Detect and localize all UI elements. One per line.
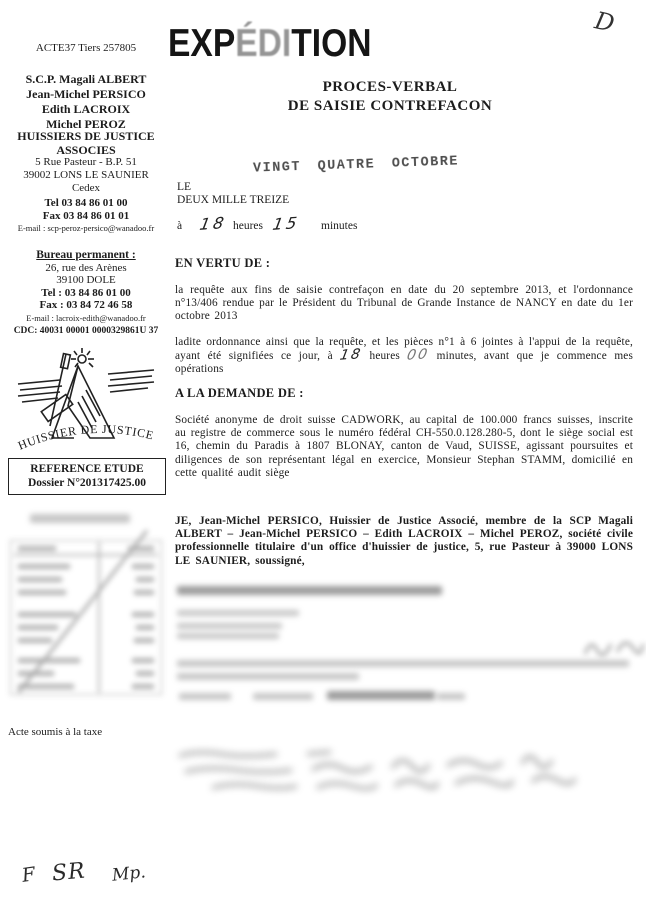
paragraph-text: heures <box>369 350 408 363</box>
redacted-cost-table <box>10 540 162 695</box>
expedition-stamp-text: TION <box>291 22 372 65</box>
bureau-email: E-mail : lacroix-edith@wanadoo.fr <box>26 312 146 323</box>
tax-note: Acte soumis à la taxe <box>8 726 103 738</box>
expedition-stamp <box>168 22 372 66</box>
address-line: Cedex <box>71 182 101 194</box>
redacted-table-title <box>30 514 130 523</box>
firm-name-line: Jean-Michel PERSICO <box>26 87 146 101</box>
initial-paraph: F <box>20 863 37 887</box>
bureau-address-line: 26, rue des Arènes <box>45 261 127 274</box>
initial-paraph: Mp. <box>111 862 147 886</box>
address-line: 39002 LONS LE SAUNIER <box>23 169 149 181</box>
office-title-line: ASSOCIES <box>56 143 116 157</box>
firm-name-line: Michel PEROZ <box>46 117 126 131</box>
office-address <box>0 156 172 195</box>
handwritten-minutes: 15 <box>271 213 302 234</box>
office-tel: Tel 03 84 86 01 00 <box>44 197 128 209</box>
paragraph-text: minutes, avant que je commence mes opérations <box>175 350 633 376</box>
huissier-de-justice-emblem <box>16 346 156 460</box>
redacted-segment <box>437 693 465 700</box>
redacted-heading <box>177 586 442 595</box>
bureau-fax: Fax : 03 84 72 46 58 <box>39 299 133 311</box>
redacted-line <box>177 633 279 639</box>
handwritten-initials <box>0 858 200 908</box>
handwritten-paraph-d: D <box>592 6 617 38</box>
office-contact <box>0 197 172 235</box>
date-stamp: VINGT QUATRE OCTOBRE <box>252 154 460 177</box>
initial-paraph: SR <box>50 858 87 887</box>
handwritten-minutes-inline: 00 <box>405 346 431 364</box>
title-line-2: DE SAISIE CONTREFACON <box>287 98 493 114</box>
title-line-1: PROCES-VERBAL <box>322 79 458 95</box>
firm-name-line: S.C.P. Magali ALBERT <box>25 72 147 86</box>
en-vertu-paragraph-2 <box>175 336 633 377</box>
office-title-line: HUISSIERS DE JUSTICE <box>17 129 155 143</box>
acte-reference: ACTE37 Tiers 257805 <box>35 42 137 54</box>
officer-paragraph: JE, Jean-Michel PERSICO, Huissier de Justice Associé, membre de la SCP Magali ALBERT – Jean-Michel PERSICO – Edith LACROIX – Michel PEROZ, société civile professionnelle titulaire d'un office d'huissier de justice, 5, rue Pasteur à 39000 LONS LE SAUNIER, soussigné, <box>175 515 633 567</box>
office-email: E-mail : scp-peroz-persico@wanadoo.fr <box>17 223 155 233</box>
firm-name-line: Edith LACROIX <box>41 102 131 116</box>
office-fax: Fax 03 84 86 01 01 <box>42 209 130 222</box>
hours-label: heures <box>233 220 264 232</box>
handwritten-hours-inline: 18 <box>338 346 364 364</box>
minutes-label: minutes <box>321 220 358 232</box>
paragraph-text: ladite ordonnance ainsi que la requête, et les pièces n°1 à 6 jointes à l'appui de la requête, ayant été signifiées ce jour, à <box>175 336 633 363</box>
demandeur-paragraph: Société anonyme de droit suisse CADWORK, au capital de 100.000 francs suisses, inscrite au registre de commerce sous le numéro fédéral CH-550.0.128.280-5, dont le siège social est 16, chemin du Paradis à 1807 BLONAY, canton de Vaud, SUISSE, agissant poursuites et diligences de son représentant légal en exercice, Monsieur Stephan STAMM, domicilié en cette qualité audit siège <box>175 414 633 479</box>
handwritten-hours: 18 <box>198 213 229 234</box>
redacted-segment <box>253 693 313 700</box>
en-vertu-paragraph-1: la requête aux fins de saisie contrefaçon en date du 20 septembre 2013, et l'ordonnance n°13/406 rendue par le Président du Tribunal de Grande Instance de NANCY en date du 1er octobre 2013 <box>175 284 633 323</box>
redacted-line <box>177 660 629 667</box>
svg-text:HUISSIER DE JUSTICE <box>16 422 156 453</box>
handwritten-signatures-blurred <box>167 742 597 806</box>
handwritten-annotation-blurred <box>581 634 645 660</box>
address-line: 5 Rue Pasteur - B.P. 51 <box>35 156 137 168</box>
bureau-tel: Tel : 03 84 86 01 00 <box>41 286 131 299</box>
bureau-address-line: 39100 DOLE <box>56 274 116 286</box>
redacted-line <box>177 623 282 629</box>
bureau-permanent-block <box>0 249 172 324</box>
firm-names <box>0 72 172 132</box>
time-line <box>177 214 577 238</box>
date-le: LE <box>177 181 192 193</box>
redacted-segment <box>179 693 231 700</box>
office-title <box>0 129 172 157</box>
time-prefix: à <box>177 220 183 232</box>
bureau-title: Bureau permanent : <box>36 249 136 261</box>
dossier-number: Dossier N°201317425.00 <box>27 477 147 489</box>
document-title <box>175 78 605 116</box>
section-heading-a-la-demande: A LA DEMANDE DE : <box>175 386 304 400</box>
redacted-segment <box>327 691 435 700</box>
redacted-line <box>177 610 299 616</box>
reference-etude-box <box>8 458 166 495</box>
section-heading-en-vertu: EN VERTU DE : <box>175 256 271 270</box>
expedition-stamp-text-faded: ÉDI <box>235 22 292 65</box>
date-year-words: DEUX MILLE TREIZE <box>177 194 290 206</box>
emblem-caption: HUISSIER DE JUSTICE <box>16 421 156 453</box>
expedition-stamp-text: EXP <box>168 22 236 65</box>
redacted-line <box>177 673 359 680</box>
cdc-account-line: CDC: 40031 00001 0000329861U 37 <box>13 326 159 336</box>
reference-etude-title: REFERENCE ETUDE <box>30 463 144 475</box>
